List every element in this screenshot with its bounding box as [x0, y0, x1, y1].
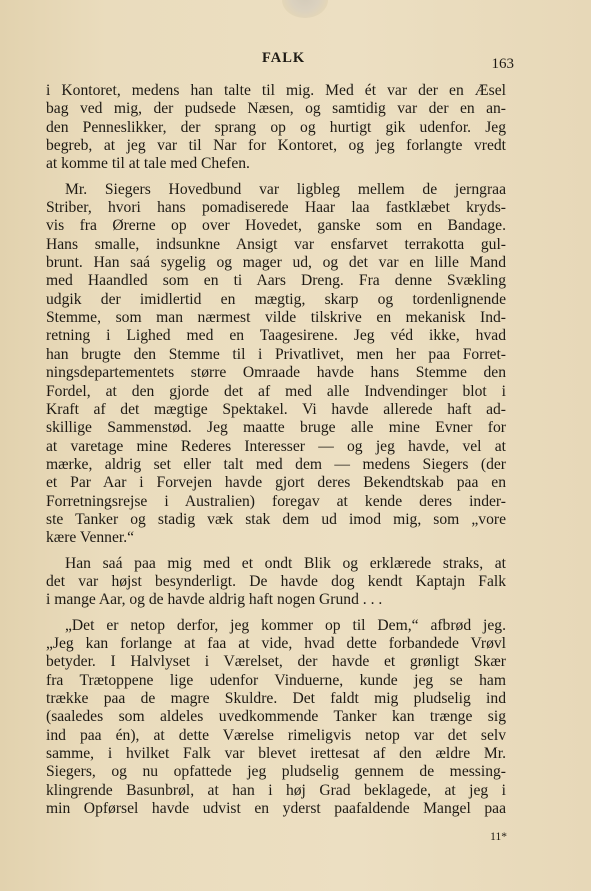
text-line: samme, i hvilket Falk var blevet irettesat af den ældre Mr.: [46, 745, 506, 763]
page-number: 163: [491, 56, 514, 72]
text-line: ind paa én), at dette Værelse rimeligvis netop var det selv: [46, 726, 506, 744]
text-line: Mr. Siegers Hovedbund var ligbleg mellem de jerngraa: [65, 180, 506, 198]
text-line: med Haandled som en ti Aars Dreng. Fra denne Svækling: [46, 272, 506, 290]
text-line: Stemme, som man nærmest vilde tilskrive en mekanisk Ind-: [46, 309, 506, 327]
text-line: udgik der imidlertid en mægtig, skarp og tordenlignende: [46, 290, 506, 308]
text-line: Kraft af det mægtige Spektakel. Vi havde allerede haft ad-: [46, 400, 506, 418]
text-line: at varetage mine Rederes Interesser — og jeg havde, vel at: [46, 437, 506, 455]
running-head: FALK: [262, 50, 306, 66]
text-line: ste Tanker og stadig væk stak dem ud imod mig, som „vore: [46, 510, 506, 528]
binding-hole: [282, 0, 328, 18]
text-line: fra Trætoppene lige udenfor Vinduerne, kunde jeg se ham: [46, 671, 506, 689]
text-line: „Jeg kan forlange at faa at vide, hvad dette forbandede Vrøvl: [46, 634, 506, 652]
text-line: begreb, at jeg var til Nar for Kontoret, og jeg forlangte vredt: [46, 137, 506, 155]
text-line: vis fra Ørerne op over Hovedet, ganske som en Bandage.: [46, 217, 506, 235]
text-line: at komme til at tale med Chefen.: [46, 155, 250, 173]
text-line: retning i Lighed med en Taagesirene. Jeg véd ikke, hvad: [46, 327, 506, 345]
signature-mark: 11*: [490, 831, 507, 843]
text-line: mærke, aldrig set eller talt med dem — medens Siegers (der: [46, 455, 506, 473]
text-line: Forretningsrejse i Australien) foregav at kende deres inder-: [46, 492, 506, 510]
paragraph: [46, 181, 506, 548]
text-line: min Opførsel havde udvist en yderst paafaldende Mangel paa: [46, 800, 506, 818]
paragraph: [46, 617, 506, 819]
text-line: (saaledes som aldeles uvedkommende Tanker kan trænge sig: [46, 708, 506, 726]
text-line: Fordel, at den gjorde det af med alle Indvendinger blot i: [46, 382, 506, 400]
body-text: [46, 82, 506, 818]
text-line: Hans smalle, indsunkne Ansigt var ensfarvet terrakotta gul-: [46, 235, 506, 253]
text-line: brunt. Han saá sygelig og mager ud, og det var en lille Mand: [46, 254, 506, 272]
text-line: Siegers, og nu opfattede jeg pludselig gennem de messing-: [46, 763, 506, 781]
paragraph: [46, 555, 506, 610]
page-header: [0, 50, 591, 74]
text-line: han brugte den Stemme til i Privatlivet, men her paa Forret-: [46, 345, 506, 363]
text-line: skillige Sammenstød. Jeg maatte bruge alle mine Evner for: [46, 419, 506, 437]
text-line: Han saá paa mig med et ondt Blik og erklærede straks, at: [65, 554, 506, 572]
text-line: i Kontoret, medens han talte til mig. Med ét var der en Æsel: [46, 82, 506, 99]
text-line: trække paa de magre Skuldre. Det faldt mig pludselig ind: [46, 690, 506, 707]
text-line: bag ved mig, der pudsede Næsen, og samtidig var der en an-: [46, 100, 506, 118]
text-line: det var højst besynderligt. De havde dog kendt Kaptajn Falk: [46, 572, 506, 590]
text-line: i mange Aar, og de havde aldrig haft nogen Grund . . .: [46, 591, 383, 609]
text-line: et Par Aar i Forvejen havde gjort deres Bekendtskab paa en: [46, 474, 506, 492]
text-line: betyder. I Halvlyset i Værelset, der havde et grønligt Skær: [46, 653, 506, 671]
text-line: Striber, hvori hans pomadiserede Haar laa fastklæbet kryds-: [46, 199, 506, 217]
text-line: kære Venner.“: [46, 529, 135, 547]
text-line: klingrende Basunbrøl, at han i høj Grad beklagede, at jeg i: [46, 781, 506, 799]
text-line: den Penneslikker, der sprang op og hurtigt gik udenfor. Jeg: [46, 118, 506, 136]
text-line: ningsdepartementets større Omraade havde hans Stemme den: [46, 364, 506, 382]
paragraph: [46, 82, 506, 174]
text-line: „Det er netop derfor, jeg kommer op til Dem,“ afbrød jeg.: [65, 616, 506, 634]
